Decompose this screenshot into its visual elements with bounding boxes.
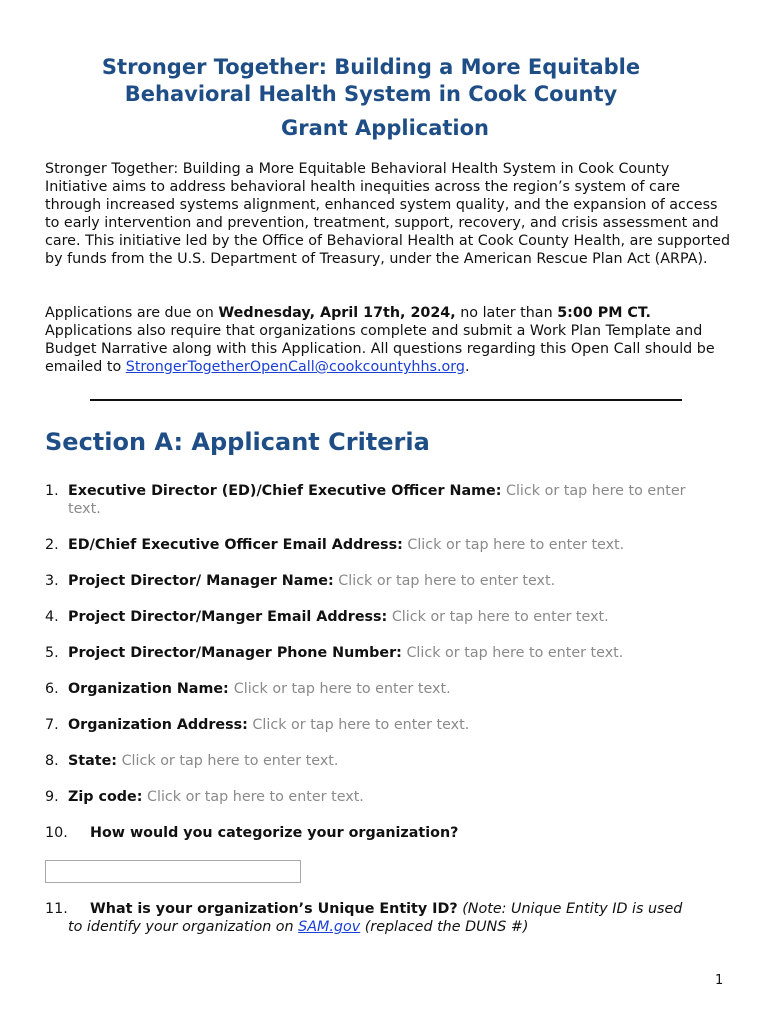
list-item [45, 482, 735, 518]
list-item [45, 572, 735, 590]
section-a-heading: Section A: Applicant Criteria [45, 428, 430, 456]
project-director-email-label: Project Director/Manger Email Address: [68, 609, 388, 625]
project-director-name-field[interactable]: Click or tap here to enter text. [338, 573, 556, 589]
item-number: 4. [45, 609, 59, 625]
unique-entity-id-note: (Note: Unique Entity ID is used [462, 901, 683, 917]
deadline-prefix: Applications are due on [45, 305, 219, 321]
deadline-rest: Applications also require that organizations complete and submit a Work Plan Template and Budget Narrative along with this Application. All questions regarding this Open Call should be emailed to [45, 323, 715, 375]
ed-email-label: ED/Chief Executive Officer Email Address: [68, 537, 403, 553]
unique-entity-id-note-continued: to identify your organization on [68, 919, 299, 935]
horizontal-divider [90, 399, 682, 401]
document-subtitle: Grant Application [280, 116, 489, 140]
zip-code-label: Zip code: [68, 789, 143, 805]
organization-address-label: Organization Address: [68, 717, 248, 733]
list-item [45, 716, 735, 734]
list-item [45, 752, 735, 770]
intro-paragraph: Stronger Together: Building a More Equitable Behavioral Health System in Cook County Initiative aims to address behavioral health inequities across the region’s system of care through increased systems alignment, enhanced system quality, and the expansion of access to early intervention and prevention, treatment, support, recovery, and crisis assessment and care. This initiative led by the Office of Behavioral Health at Cook County Health, are supported by funds from the U.S. Department of Treasury, under the American Rescue Plan Act (ARPA). [45, 161, 731, 267]
list-item [45, 680, 735, 698]
ed-email-field[interactable]: Click or tap here to enter text. [407, 537, 625, 553]
deadline-date: Wednesday, April 17th, 2024, [218, 305, 456, 321]
document-title-line-2: Behavioral Health System in Cook County [124, 82, 618, 106]
project-director-phone-label: Project Director/Manager Phone Number: [68, 645, 402, 661]
ed-name-field-continued[interactable]: text. [68, 501, 101, 517]
item-number: 5. [45, 645, 59, 661]
project-director-name-label: Project Director/ Manager Name: [68, 573, 334, 589]
project-director-email-field[interactable]: Click or tap here to enter text. [391, 609, 609, 625]
list-item [45, 536, 735, 554]
item-number: 1. [45, 483, 59, 499]
item-number: 10. [45, 825, 68, 841]
item-number: 9. [45, 789, 59, 805]
organization-category-label: How would you categorize your organization? [90, 825, 459, 841]
list-item [45, 788, 735, 806]
organization-address-field[interactable]: Click or tap here to enter text. [252, 717, 470, 733]
item-number: 8. [45, 753, 59, 769]
item-number: 7. [45, 717, 59, 733]
zip-code-field[interactable]: Click or tap here to enter text. [146, 789, 364, 805]
list-item [45, 644, 735, 662]
ed-name-field[interactable]: Click or tap here to enter [505, 483, 686, 499]
page-number: 1 [715, 973, 724, 988]
ed-name-label: Executive Director (ED)/Chief Executive Officer Name: [68, 483, 502, 499]
item-number: 2. [45, 537, 59, 553]
list-item [45, 608, 735, 626]
unique-entity-id-label: What is your organization’s Unique Entity ID? [90, 901, 458, 917]
project-director-phone-field[interactable]: Click or tap here to enter text. [406, 645, 624, 661]
sam-gov-link[interactable]: SAM.gov [298, 919, 361, 935]
state-label: State: [68, 753, 118, 769]
document-title-line-1: Stronger Together: Building a More Equitable [101, 55, 641, 79]
unique-entity-id-note-suffix: (replaced the DUNS #) [360, 919, 529, 935]
organization-name-field[interactable]: Click or tap here to enter text. [233, 681, 451, 697]
item-number: 3. [45, 573, 59, 589]
list-item [45, 824, 735, 842]
list-item [45, 900, 735, 936]
item-number: 6. [45, 681, 59, 697]
state-field[interactable]: Click or tap here to enter text. [121, 753, 339, 769]
item-number: 11. [45, 901, 68, 917]
organization-name-label: Organization Name: [68, 681, 234, 697]
deadline-middle: no later than [455, 305, 558, 321]
deadline-end: . [464, 359, 470, 375]
organization-category-input[interactable] [45, 860, 301, 883]
deadline-paragraph [45, 304, 735, 376]
contact-email-link[interactable]: StrongerTogetherOpenCall@cookcountyhhs.org [125, 359, 465, 375]
deadline-time: 5:00 PM CT. [557, 305, 651, 321]
